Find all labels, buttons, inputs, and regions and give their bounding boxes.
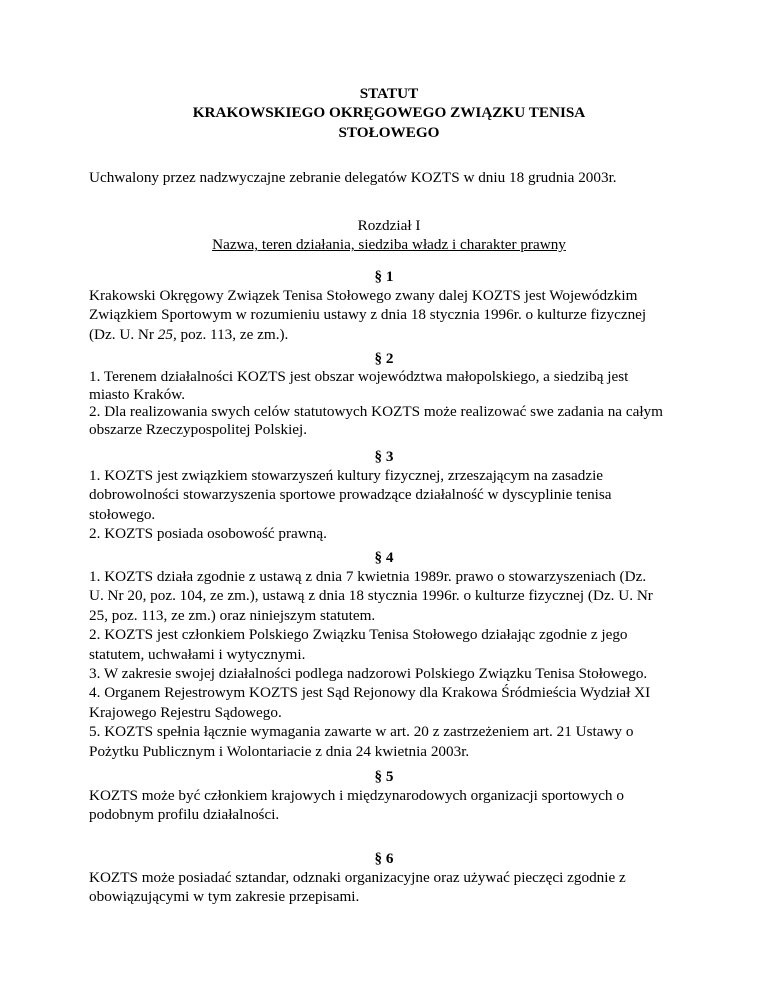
- section-line: obszarze Rzeczypospolitej Polskiej.: [89, 420, 308, 438]
- section-line: Krajowego Rejestru Sądowego.: [89, 703, 282, 721]
- section-line: 4. Organem Rejestrowym KOZTS jest Sąd Rejonowy dla Krakowa Śródmieścia Wydział XI: [89, 684, 651, 702]
- chapter-title: Nazwa, teren działania, siedziba władz i charakter prawny: [212, 236, 566, 254]
- text-run: poz. 113, ze zm.).: [176, 325, 289, 343]
- section-line: 2. Dla realizowania swych celów statutowych KOZTS może realizować swe zadania na całym: [89, 403, 663, 420]
- section-symbol: § 6: [374, 850, 394, 867]
- section-line: Krakowski Okręgowy Związek Tenisa Stołowego zwany dalej KOZTS jest Wojewódzkim: [89, 287, 638, 304]
- section-3-body: [89, 466, 689, 543]
- section-2-body: [89, 368, 689, 438]
- section-line: stołowego.: [89, 505, 156, 523]
- section-symbol: § 4: [374, 549, 394, 566]
- section-line: statutem, uchwałami i wytycznymi.: [89, 645, 306, 663]
- intro-text: Uchwalony przez nadzwyczajne zebranie delegatów KOZTS w dniu 18 grudnia 2003r.: [89, 169, 617, 186]
- section-4-body: [89, 567, 689, 761]
- section-line: 3. W zakresie swojej działalności podlega nadzorowi Polskiego Związku Tenisa Stołowego.: [89, 665, 648, 683]
- section-line: Związkiem Sportowym w rozumieniu ustawy z dnia 18 stycznia 1996r. o kulturze fizycznej: [89, 306, 647, 324]
- section-line: 1. KOZTS jest związkiem stowarzyszeń kultury fizycznej, zrzeszającym na zasadzie: [89, 467, 604, 484]
- section-line: dobrowolności stowarzyszenia sportowe prowadzące działalność w dyscyplinie tenisa: [89, 486, 612, 504]
- section-line: podobnym profilu działalności.: [89, 806, 280, 824]
- section-line: 2. KOZTS jest członkiem Polskiego Związku Tenisa Stołowego działając zgodnie z jego: [89, 626, 628, 644]
- text-run: (Dz. U. Nr: [89, 325, 158, 343]
- section-line: 1. Terenem działalności KOZTS jest obszar województwa małopolskiego, a siedzibą jest: [89, 368, 629, 385]
- section-line: miasto Kraków.: [89, 385, 186, 403]
- chapter-number: Rozdział I: [357, 217, 421, 234]
- title-line: STOŁOWEGO: [338, 123, 440, 141]
- italic-run: 25,: [157, 325, 177, 343]
- section-1-body: [89, 286, 689, 344]
- section-symbol: § 2: [374, 350, 394, 367]
- section-line: Pożytku Publicznym i Wolontariacie z dnia 24 kwietnia 2003r.: [89, 742, 470, 760]
- section-6-body: [89, 868, 689, 907]
- section-line: obowiązującymi w tym zakresie przepisami.: [89, 888, 360, 906]
- chapter-heading: [89, 216, 689, 255]
- section-line: 5. KOZTS spełnia łącznie wymagania zawarte w art. 20 z zastrzeżeniem art. 21 Ustawy o: [89, 723, 634, 741]
- section-line: KOZTS może być członkiem krajowych i międzynarodowych organizacji sportowych o: [89, 787, 624, 804]
- title-line: KRAKOWSKIEGO OKRĘGOWEGO ZWIĄZKU TENISA: [192, 104, 586, 122]
- section-line: [89, 325, 689, 344]
- section-line: U. Nr 20, poz. 104, ze zm.), ustawą z dnia 18 stycznia 1996r. o kulturze fizycznej (Dz. U. Nr: [89, 587, 653, 605]
- section-line: 2. KOZTS posiada osobowość prawną.: [89, 524, 327, 542]
- section-symbol: § 3: [374, 448, 394, 465]
- section-line: 25, poz. 113, ze zm.) oraz niniejszym statutem.: [89, 606, 376, 624]
- section-symbol: § 1: [374, 268, 394, 285]
- statute-title: [89, 84, 689, 142]
- section-line: KOZTS może posiadać sztandar, odznaki organizacyjne oraz używać pieczęci zgodnie z: [89, 869, 626, 886]
- section-line: 1. KOZTS działa zgodnie z ustawą z dnia 7 kwietnia 1989r. prawo o stowarzyszeniach (Dz.: [89, 568, 647, 585]
- title-line: STATUT: [359, 85, 419, 102]
- section-5-body: [89, 786, 689, 825]
- section-symbol: § 5: [374, 768, 394, 785]
